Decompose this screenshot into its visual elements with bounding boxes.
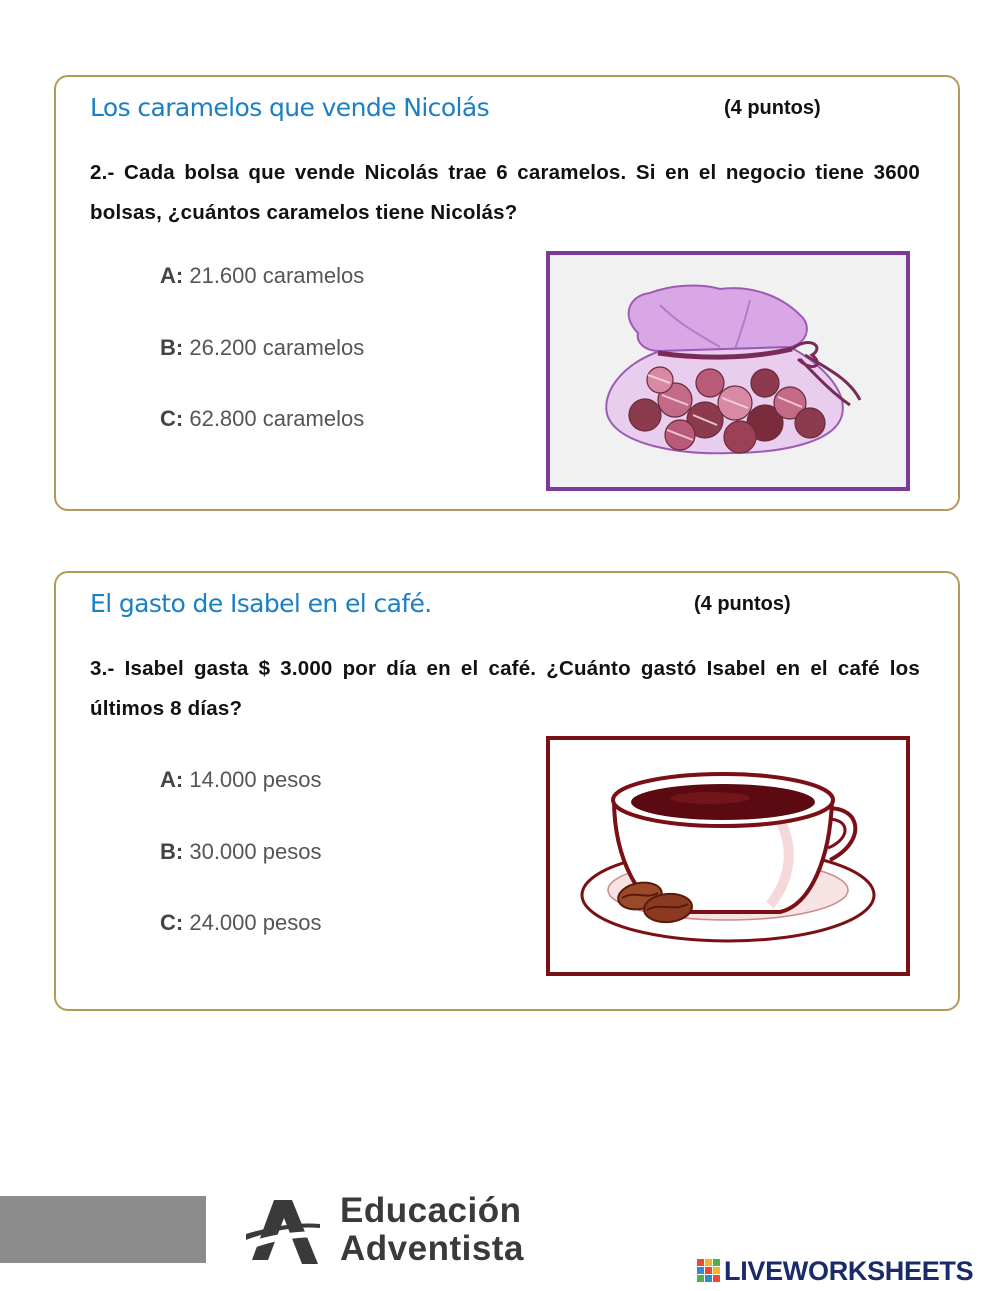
answer-option-c[interactable] bbox=[160, 406, 364, 478]
candy-bag-icon bbox=[550, 255, 906, 487]
question-points: (4 puntos) bbox=[694, 593, 791, 615]
logo-text bbox=[340, 1192, 524, 1268]
option-letter: A: bbox=[160, 767, 184, 792]
option-text: 62.800 caramelos bbox=[189, 406, 365, 431]
answer-option-b[interactable] bbox=[160, 335, 364, 407]
adventista-logo-icon bbox=[244, 1196, 324, 1268]
option-letter: B: bbox=[160, 334, 184, 360]
liveworksheets-watermark bbox=[697, 1256, 973, 1286]
answer-option-b[interactable] bbox=[160, 839, 321, 911]
option-text: 14.000 pesos bbox=[189, 767, 322, 792]
answer-option-c[interactable] bbox=[160, 910, 321, 982]
educacion-adventista-logo bbox=[244, 1192, 574, 1270]
option-letter: C: bbox=[160, 910, 184, 935]
footer-gray-bar bbox=[0, 1196, 206, 1263]
question-title: Los caramelos que vende Nicolás bbox=[90, 93, 490, 122]
option-text: 21.600 caramelos bbox=[189, 263, 365, 288]
question-text: 3.- Isabel gasta $ 3.000 por día en el café. ¿Cuánto gastó Isabel en el café los últimos 8 días? bbox=[90, 657, 920, 720]
answer-option-a[interactable] bbox=[160, 767, 321, 839]
question-card-coffee bbox=[54, 571, 960, 1011]
coffee-cup-icon bbox=[550, 740, 906, 972]
answer-option-a[interactable] bbox=[160, 263, 364, 335]
coffee-cup-image bbox=[546, 736, 910, 976]
liveworksheets-text: LIVEWORKSHEETS bbox=[724, 1255, 974, 1286]
answer-options bbox=[160, 767, 321, 982]
question-points: (4 puntos) bbox=[724, 97, 821, 119]
logo-line-1: Educación bbox=[340, 1191, 522, 1230]
option-text: 24.000 pesos bbox=[189, 910, 322, 935]
question-text: 2.- Cada bolsa que vende Nicolás trae 6 caramelos. Si en el negocio tiene 3600 bolsas, ¿cuántos caramelos tiene Nicolás? bbox=[90, 161, 920, 224]
option-letter: C: bbox=[160, 406, 184, 431]
question-card-candies bbox=[54, 75, 960, 511]
candy-bag-image bbox=[546, 251, 910, 491]
option-text: 26.200 caramelos bbox=[189, 334, 365, 360]
liveworksheets-icon bbox=[697, 1259, 721, 1283]
option-letter: A: bbox=[160, 263, 184, 288]
answer-options bbox=[160, 263, 364, 478]
question-title: El gasto de Isabel en el café. bbox=[90, 589, 432, 618]
option-text: 30.000 pesos bbox=[189, 838, 322, 864]
option-letter: B: bbox=[160, 838, 184, 864]
logo-line-2: Adventista bbox=[340, 1229, 524, 1268]
